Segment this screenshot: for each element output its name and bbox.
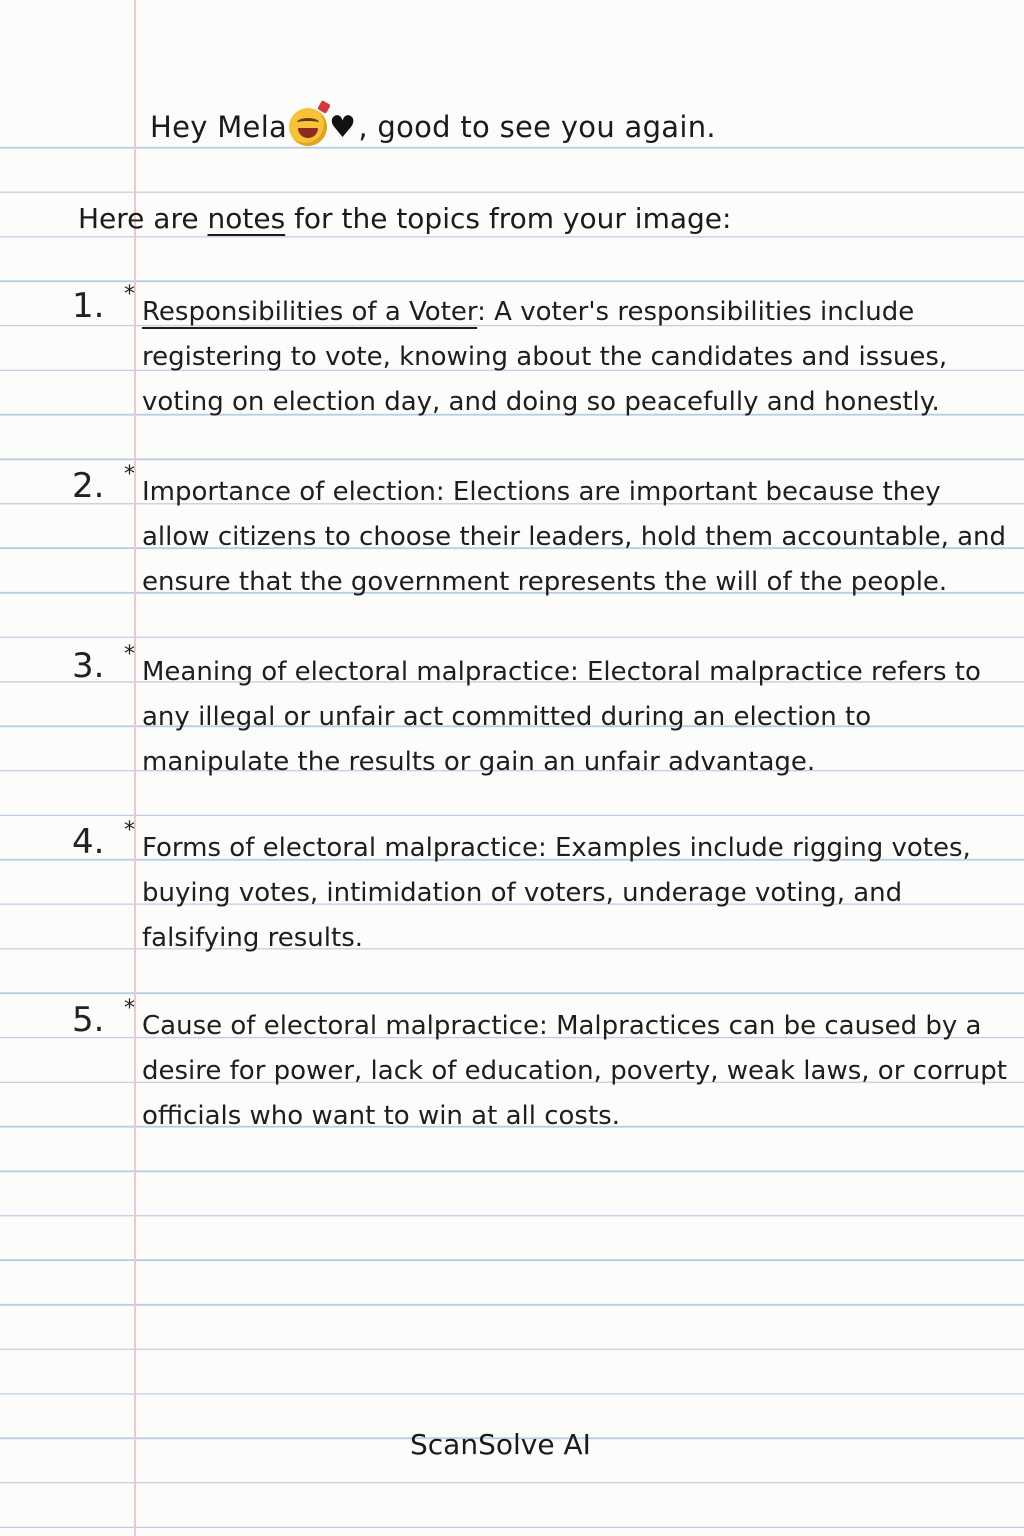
item-term: Responsibilities of a Voter	[142, 297, 478, 327]
item-number: 5.	[72, 1000, 105, 1040]
item-body: : Elections are important because they allow citizens to choose their leaders, hold them accountable, and ensure that the government represents the will of the people.	[142, 477, 1007, 597]
asterisk-icon: *	[124, 642, 135, 667]
greeting-suffix: , good to see you again.	[358, 110, 716, 144]
item-term: Cause of electoral malpractice	[142, 1011, 540, 1041]
item-text	[142, 290, 1012, 425]
item-body: : Malpractices can be caused by a desire for power, lack of education, poverty, weak laws, or corrupt officials who want to win at all costs.	[142, 1011, 1007, 1131]
intro-line	[78, 202, 731, 235]
item-term: Importance of election	[142, 477, 436, 507]
item-number: 2.	[72, 466, 105, 506]
item-term: Forms of electoral malpractice	[142, 833, 538, 863]
greeting-name: Hey Mela	[150, 110, 288, 144]
grinning-face-emoji-icon	[289, 108, 327, 146]
item-text	[142, 826, 1012, 961]
asterisk-icon: *	[124, 818, 135, 843]
intro-after: for the topics from your image:	[285, 202, 732, 235]
asterisk-icon: *	[124, 996, 135, 1021]
heart-icon: ♥	[329, 109, 357, 145]
item-body: : Electoral malpractice refers to any illegal or unfair act committed during an election to manipulate the results or gain an unfair advantage.	[142, 657, 981, 777]
item-number: 3.	[72, 646, 105, 686]
item-number: 4.	[72, 822, 105, 862]
item-text	[142, 470, 1012, 605]
item-text	[142, 1004, 1012, 1139]
intro-before: Here are	[78, 202, 208, 235]
item-body: : A voter's responsibilities include registering to vote, knowing about the candidates and issues, voting on election day, and doing so peacefully and honestly.	[142, 297, 948, 417]
asterisk-icon: *	[124, 282, 135, 307]
asterisk-icon: *	[124, 462, 135, 487]
brand-signature: ScanSolve AI	[410, 1428, 591, 1461]
greeting	[150, 108, 716, 146]
intro-underlined: notes	[207, 202, 286, 235]
item-number: 1.	[72, 286, 105, 326]
item-body: : Examples include rigging votes, buying votes, intimidation of voters, underage voting, and falsifying results.	[142, 833, 971, 953]
item-text	[142, 650, 1012, 785]
item-term: Meaning of electoral malpractice	[142, 657, 570, 687]
